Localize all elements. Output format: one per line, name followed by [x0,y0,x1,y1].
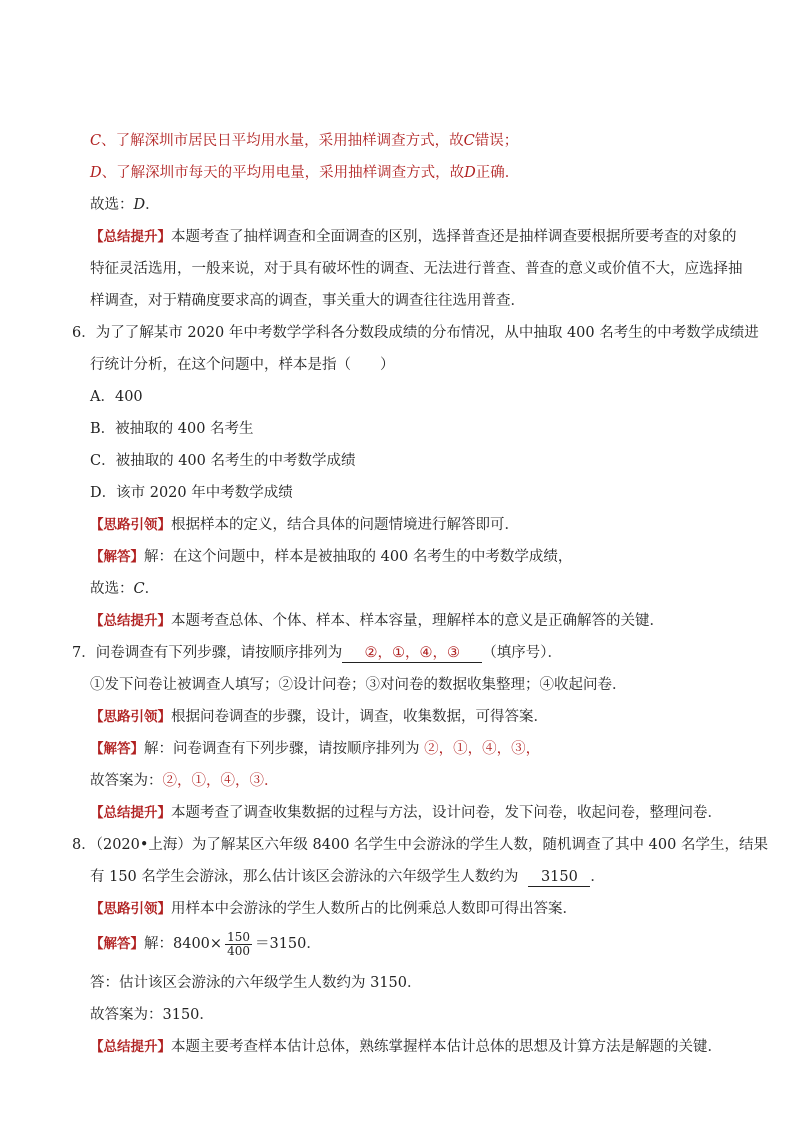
steps-text: ①发下问卷让被调查人填写；②设计问卷；③对问卷的数据收集整理；④收起问卷． [90,677,627,693]
q6-stem-line-2 [90,355,395,375]
answer-prefix: 故选： [90,581,134,597]
hint-text: 根据问卷调查的步骤，设计，调查，收集数据，可得答案． [171,709,548,725]
q8-hint [90,899,577,919]
q6-summary [90,611,664,631]
solution-tag: 【解答】 [90,936,144,952]
option-text: A．400 [90,389,143,405]
fraction-denominator: 400 [227,943,250,958]
hint-text: 根据样本的定义，结合具体的问题情境进行解答即可． [171,517,519,533]
analysis-text: 错误； [474,133,519,149]
q5-option-c-analysis [90,131,518,151]
question-text: 8．（2020•上海）为了解某区六年级 8400 名学生中会游泳的学生人数，随机调查了其中 400 名学生，结果 [72,837,768,853]
q6-answer [90,579,159,599]
summary-text: 本题考查了调查收集数据的过程与方法，设计问卷，发下问卷，收起问卷，整理问卷． [171,805,722,821]
answer-suffix: ． [144,581,160,597]
answer-text: 故答案为：3150． [90,1007,214,1023]
answer-suffix: ． [145,197,160,213]
summary-text: 样调查，对于精确度要求高的调查，事关重大的调查往往选用普查． [90,293,525,309]
solution-tag: 【解答】 [90,549,144,565]
summary-text: 本题主要考查样本估计总体，熟练掌握样本估计总体的思想及计算方法是解题的关键． [171,1039,722,1055]
q6-solution [90,547,572,567]
q5-answer [90,195,160,215]
q5-summary [90,227,737,247]
answer-prefix: 故选： [90,197,134,213]
q7-hint [90,707,548,727]
q8-answer [90,1005,214,1025]
q6-stem [72,323,759,343]
summary-tag: 【总结提升】 [90,1039,171,1055]
option-letter: C [463,133,475,149]
q8-solution [90,929,321,959]
summary-text: 本题考查了抽样调查和全面调查的区别，选择普查还是抽样调查要根据所要考查的对象的 [171,229,737,245]
option-letter: D [464,165,476,181]
solution-text: 解：在这个问题中，样本是被抽取的 400 名考生的中考数学成绩， [144,549,573,565]
q5-summary-line-3 [90,291,525,311]
q8-reply [90,973,422,993]
question-text: （填序号）． [482,645,562,661]
answer-value: ②，①，④，③． [162,773,279,789]
reply-text: 答：估计该区会游泳的六年级学生人数约为 3150． [90,975,422,991]
option-letter: D [90,165,102,181]
q7-answer [90,771,279,791]
option-text: D．该市 2020 年中考数学成绩 [90,485,293,501]
q7-summary [90,803,722,823]
fraction [225,931,252,958]
summary-tag: 【总结提升】 [90,805,171,821]
q5-option-d-analysis [90,163,519,183]
q8-summary [90,1037,722,1057]
hint-text: 用样本中会游泳的学生人数所占的比例乘总人数即可得出答案． [171,901,577,917]
q6-option-b [90,419,254,439]
solution-answer: ②，①，④，③， [424,741,541,757]
q6-option-a [90,387,143,407]
option-text: C．被抽取的 400 名考生的中考数学成绩 [90,453,356,469]
q6-hint [90,515,519,535]
fill-blank-answer: 3150 [528,868,590,887]
question-text: 6．为了了解某市 2020 年中考数学学科各分数段成绩的分布情况，从中抽取 400 名考生的中考数学成绩进 [72,325,759,341]
summary-tag: 【总结提升】 [90,613,171,629]
q8-stem [72,835,768,855]
answer-prefix: 故答案为： [90,773,163,789]
question-text: ． [590,869,605,885]
analysis-text: 正确． [475,165,520,181]
q6-option-c [90,451,356,471]
fraction-numerator: 150 [227,929,250,944]
hint-tag: 【思路引领】 [90,517,171,533]
answer-value: C [133,581,145,597]
solution-text: 解：问卷调查有下列步骤，请按顺序排列为 [144,741,425,757]
q7-solution [90,739,540,759]
summary-tag: 【总结提升】 [90,229,171,245]
solution-text: 解：8400× [144,936,223,952]
q5-summary-line-2 [90,259,743,279]
analysis-text: 、了解深圳市居民日平均用水量，采用抽样调查方式，故 [101,133,464,149]
q7-steps [90,675,627,695]
hint-tag: 【思路引领】 [90,709,171,725]
q7-stem [72,643,562,663]
q6-option-d [90,483,293,503]
q8-stem-line-2 [90,867,605,887]
fill-blank-answer: ②，①，④，③ [342,644,482,663]
question-text: 7．问卷调查有下列步骤，请按顺序排列为 [72,645,343,661]
solution-tag: 【解答】 [90,741,144,757]
summary-text: 特征灵活选用，一般来说，对于具有破坏性的调查、无法进行普查、普查的意义或价值不大，应选择抽 [90,261,743,277]
hint-tag: 【思路引领】 [90,901,171,917]
option-text: B．被抽取的 400 名考生 [90,421,254,437]
question-text: 有 150 名学生会游泳，那么估计该区会游泳的六年级学生人数约为 [90,869,519,885]
summary-text: 本题考查总体、个体、样本、样本容量，理解样本的意义是正确解答的关键． [171,613,664,629]
option-letter: C [90,133,102,149]
answer-value: D [133,197,146,213]
analysis-text: 、了解深圳市每天的平均用电量，采用抽样调查方式，故 [101,165,465,181]
solution-text: ＝3150． [254,936,321,952]
question-text: 行统计分析，在这个问题中，样本是指（ ） [90,357,395,373]
